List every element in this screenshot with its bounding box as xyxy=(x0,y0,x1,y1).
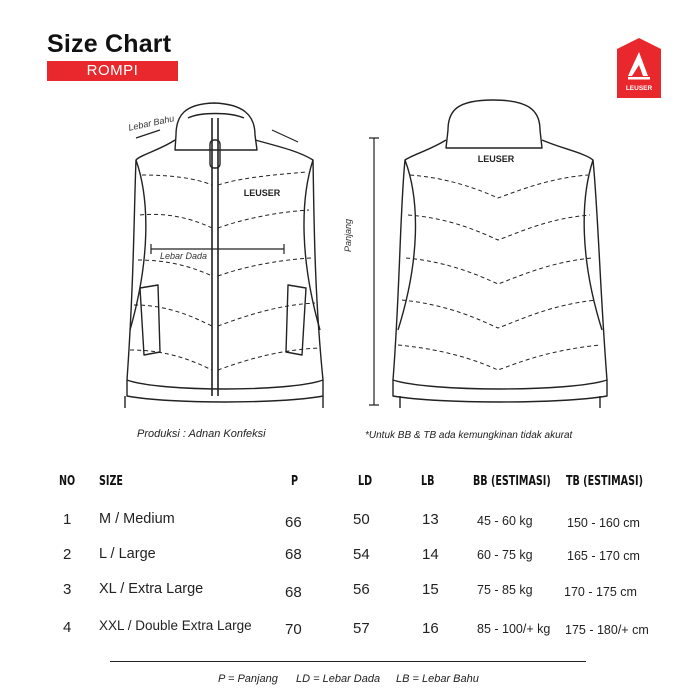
cell-p: 68 xyxy=(285,584,302,601)
front-brand-mark: LEUSER xyxy=(243,188,281,198)
cell-size: L / Large xyxy=(99,546,156,562)
cell-tb: 165 - 170 cm xyxy=(567,549,640,563)
cell-tb: 170 - 175 cm xyxy=(564,585,637,599)
header-tb: TB (ESTIMASI) xyxy=(566,474,643,489)
header-ld: LD xyxy=(358,474,373,489)
cell-size: M / Medium xyxy=(99,511,175,527)
back-vest xyxy=(393,100,607,408)
header-p: P xyxy=(291,474,299,489)
legend-p: P = Panjang xyxy=(218,673,278,685)
cell-bb: 75 - 85 kg xyxy=(477,583,533,597)
cell-lb: 13 xyxy=(422,511,439,528)
cell-size: XXL / Double Extra Large xyxy=(99,618,252,633)
cell-size: XL / Extra Large xyxy=(99,581,204,597)
accuracy-note: *Untuk BB & TB ada kemungkinan tidak akurat xyxy=(365,430,573,441)
table-row xyxy=(0,581,700,605)
header-bb: BB (ESTIMASI) xyxy=(473,474,551,489)
footer-divider xyxy=(110,661,586,662)
cell-tb: 150 - 160 cm xyxy=(567,516,640,530)
cell-p: 70 xyxy=(285,621,302,638)
brand-name: LEUSER xyxy=(625,85,653,92)
legend-lb: LB = Lebar Bahu xyxy=(396,673,479,685)
cell-lb: 16 xyxy=(422,620,439,637)
subtitle-badge: ROMPI xyxy=(47,61,178,81)
header-size: SIZE xyxy=(99,474,123,489)
header-no: NO xyxy=(59,474,76,489)
cell-bb: 45 - 60 kg xyxy=(477,514,533,528)
table-row xyxy=(0,619,700,643)
label-panjang: Panjang xyxy=(343,218,353,252)
label-lebar-bahu: Lebar Bahu xyxy=(127,113,176,133)
cell-lb: 14 xyxy=(422,546,439,563)
cell-bb: 60 - 75 kg xyxy=(477,548,533,562)
cell-no: 1 xyxy=(63,511,72,528)
cell-no: 2 xyxy=(63,546,72,563)
front-vest xyxy=(125,103,323,408)
label-lebar-dada: Lebar Dada xyxy=(160,251,208,261)
cell-bb: 85 - 100/+ kg xyxy=(477,622,551,636)
cell-no: 3 xyxy=(63,581,72,598)
cell-p: 68 xyxy=(285,546,302,563)
legend-ld: LD = Lebar Dada xyxy=(296,673,381,685)
cell-ld: 56 xyxy=(353,581,370,598)
cell-tb: 175 - 180/+ cm xyxy=(565,623,649,637)
cell-ld: 54 xyxy=(353,546,370,563)
table-row xyxy=(0,546,700,570)
header-lb: LB xyxy=(421,474,435,489)
table-row xyxy=(0,511,700,535)
cell-ld: 50 xyxy=(353,511,370,528)
cell-p: 66 xyxy=(285,514,302,531)
cell-lb: 15 xyxy=(422,581,439,598)
produksi-text: Produksi : Adnan Konfeksi xyxy=(137,428,266,440)
back-brand-mark: LEUSER xyxy=(477,154,515,164)
cell-ld: 57 xyxy=(353,620,370,637)
cell-no: 4 xyxy=(63,619,72,636)
page-title: Size Chart xyxy=(47,30,172,58)
